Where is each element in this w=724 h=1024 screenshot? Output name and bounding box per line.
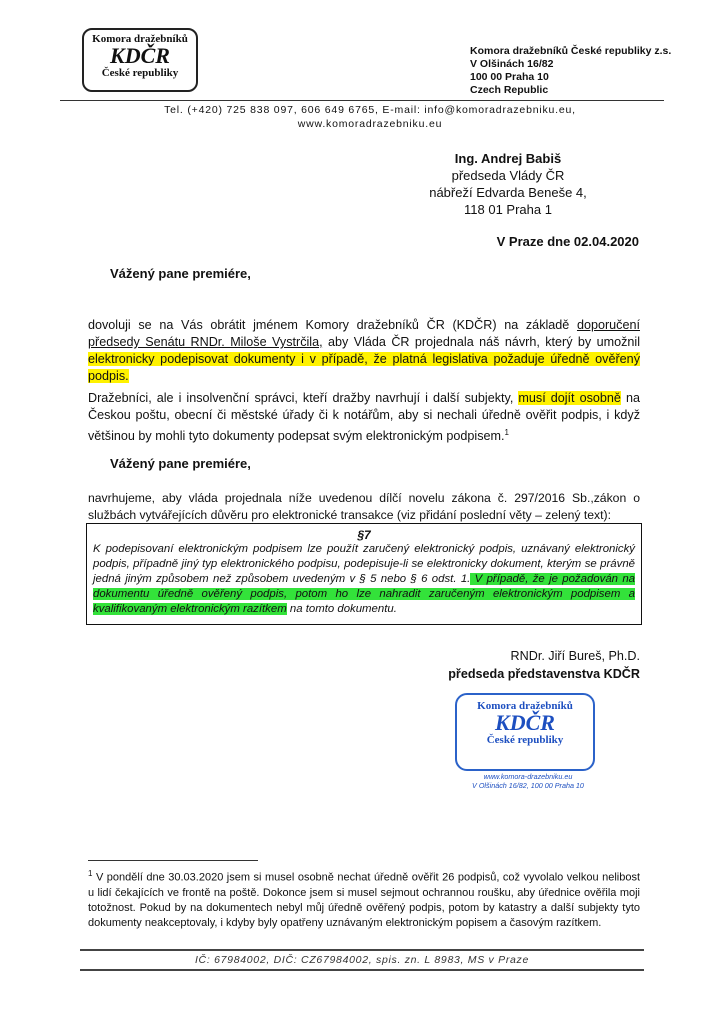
paragraph-2 — [88, 390, 640, 445]
footnote — [88, 866, 640, 931]
law-end-text: na tomto dokumentu. — [286, 603, 397, 615]
text-run: na Českou poštu, obecní či městské úřady či k notářům, aby si nechali úředně ověřit podpis, i když většinou by mohli tyto dokumenty podepsat svým elektronickým podpisem. — [88, 391, 640, 444]
paragraph-1 — [88, 317, 640, 385]
signature-block — [448, 647, 640, 683]
law-added-text: V případě, že je požadován na dokumentu úředně ověřený podpis, potom ho lze nahradit zaručeným elektronickým podpisem a kvalifikovaným elektronickým razítkem — [93, 573, 635, 615]
text-run: dovoluji se na Vás obrátit jménem Komory dražebníků ČR (KDČR) na základě — [88, 318, 577, 332]
signer-name: RNDr. Jiří Bureš, Ph.D. — [510, 649, 640, 663]
recipient-city: 118 01 Praha 1 — [464, 202, 552, 217]
recipient-name: Ing. Andrej Babiš — [454, 151, 562, 166]
law-amendment-box — [86, 523, 642, 625]
letter-date: V Praze dne 02.04.2020 — [496, 234, 639, 249]
footnote-ref: 1 — [504, 428, 509, 437]
stamp-address: V Olšinách 16/82, 100 00 Praha 10 — [472, 781, 584, 790]
salutation-2: Vážený pane premiére, — [110, 456, 251, 471]
recipient-title: předseda Vlády ČR — [451, 168, 565, 183]
salutation: Vážený pane premiére, — [110, 266, 251, 281]
text-run-underlined: doporučení předsedy Senátu RNDr. Miloše Vystrčila, — [88, 318, 640, 349]
kdcr-stamp — [455, 693, 595, 771]
contact-line2: www.komoradrazebniku.eu — [297, 118, 443, 130]
stamp-details — [448, 772, 608, 790]
sender-address — [470, 45, 671, 97]
contact-info — [130, 103, 610, 131]
paragraph-3: navrhujeme, aby vláda projednala níže uvedenou dílčí novelu zákona č. 297/2016 Sb.,zákon o službách vytvářejících důvěru pro elektronické transakce (viz přidání poslední věty – zelený text): — [88, 491, 640, 522]
text-run-highlighted: musí dojít osobně — [518, 391, 621, 405]
footnote-divider — [88, 860, 258, 861]
footnote-number: 1 — [88, 869, 93, 878]
law-original-text: K podepisovaní elektronickým podpisem lze použít zaručený elektronický podpis, uznávaný elektronický podpis, případně jiný typ elektronického podpisu, podepisuje-li se elektronicky dokument, kterým se právně jedná jiným způsobem než způsobem uvedeným v § 5 nebo § 6 odst. 1. — [93, 543, 635, 585]
header-divider — [60, 100, 664, 101]
kdcr-logo — [82, 28, 198, 92]
stamp-line1: Komora dražebníků — [477, 700, 573, 712]
law-section-heading: §7 — [357, 528, 371, 542]
text-run: Dražebníci, ale i insolvenční správci, kteří dražby navrhují i další subjekty, — [88, 391, 519, 405]
stamp-line2: KDČR — [495, 710, 555, 735]
signer-role: předseda představenstva KDČR — [448, 667, 640, 681]
address-line: Czech Republic — [470, 84, 549, 96]
text-run-highlighted: elektronicky podepisovat dokumenty i v případě, že platná legislativa požaduje úředně ověřený podpis. — [88, 352, 640, 383]
contact-line1: Tel. (+420) 725 838 097, 606 649 6765, E-mail: info@komoradrazebniku.eu, — [164, 104, 576, 116]
address-line: 100 00 Praha 10 — [470, 71, 549, 83]
stamp-web: www.komora-drazebniku.eu — [483, 772, 573, 781]
recipient-block — [408, 150, 608, 218]
logo-line3: České republiky — [101, 67, 179, 79]
law-text — [93, 542, 635, 617]
text-run: aby Vláda ČR projednala náš návrh, který by umožnil — [322, 335, 640, 349]
stamp-line3: České republiky — [486, 734, 564, 746]
address-line: V Olšinách 16/82 — [470, 58, 554, 70]
address-line: Komora dražebníků České republiky z.s. — [470, 45, 672, 57]
registration-footer: IČ: 67984002, DIČ: CZ67984002, spis. zn. L 8983, MS v Praze — [80, 949, 644, 971]
logo-line2: KDČR — [110, 43, 170, 68]
logo-line1: Komora dražebníků — [92, 33, 188, 45]
recipient-street: nábřeží Edvarda Beneše 4, — [429, 185, 587, 200]
footnote-text: V pondělí dne 30.03.2020 jsem si musel osobně nechat úředně ověřit 26 podpisů, což vyvolalo velkou nelibost u lidí čekajících ve frontě na poště. Dokonce jsem si musel sejmout ochrannou roušku, aby úřednice ověřila moji totožnost. Pokud by na dokumentech nebyl můj úředně ověřený podpis, potom by katastry a další subjekty tyto dokumenty neakceptovaly, i kdyby byly opatřeny uznávaným elektronickým popisem a časovým razítkem. — [88, 871, 641, 929]
